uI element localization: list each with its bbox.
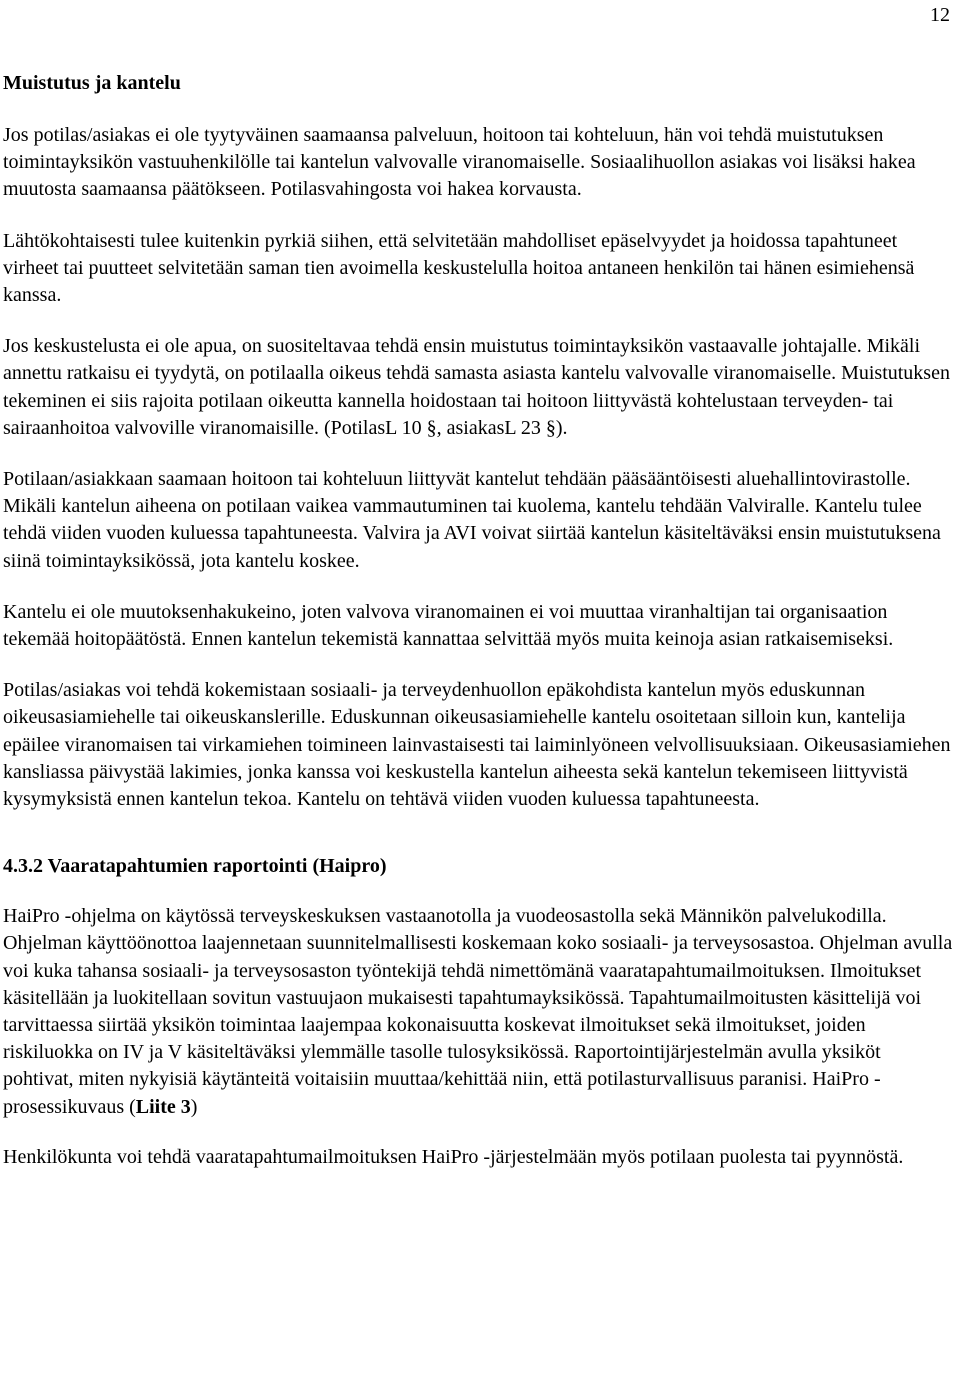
paragraph: Jos keskustelusta ei ole apua, on suositeltavaa tehdä ensin muistutus toimintayksikön vastaavalle johtajalle. Mikäli annettu ratkaisu ei tyydytä, on potilaalla oikeus tehdä samasta asiasta kantelu valvovalle viranomaiselle. Muistutuksen tekeminen ei siis rajoita potilaan oikeutta kannella hoidostaan tai hoitoon liittyvästä kohtelustaan terveyden- tai sairaanhoitoa valvoville viranomaisille. (PotilasL 10 §, asiakasL 23 §). [3, 335, 950, 439]
subsection-title: 4.3.2 Vaaratapahtumien raportointi (Haipro) [3, 855, 387, 878]
paragraph [3, 903, 955, 1121]
page-number: 12 [930, 4, 950, 26]
paragraph: Potilas/asiakas voi tehdä kokemistaan sosiaali- ja terveydenhuollon epäkohdista kantelun myös eduskunnan oikeusasiamiehelle tai oikeuskanslerille. Eduskunnan oikeusasiamiehelle kantelu osoitetaan silloin kun, kantelija epäilee viranomaisen tai virkamiehen toimineen lainvastaisesti tai laiminlyöneen velvollisuuksiaan. Oikeusasiamiehen kansliassa päivystää lakimies, jonka kanssa voi keskustella kantelun aiheesta sekä kantelun tekemiseen liittyvistä kysymyksistä ennen kantelun tekoa. Kantelu on tehtävä viiden vuoden kuluessa tapahtuneesta. [3, 679, 951, 811]
paragraph-text: HaiPro -ohjelma on käytössä terveyskeskuksen vastaanotolla ja vuodeosastolla sekä Männikön palvelukodilla. Ohjelman käyttöönottoa laajennetaan suunnitelmallisesti koskemaan koko sosiaali- ja terveysosastoa. Ohjelman avulla voi kuka tahansa sosiaali- ja terveysosaston työntekijä tehdä nimettömänä vaaratapahtumailmoituksen. Ilmoitukset käsitellään ja luokitellaan sovitun vastuujaon mukaisesti tapahtumayksikössä. Tapahtumailmoitusten käsittelijä voi tarvittaessa siirtää yksikön toimintaa laajempaa kokonaisuutta koskevat ilmoitukset sekä ilmoitukset, joiden riskiluokka on IV ja V käsiteltäväksi ylemmälle tasolle tulosyksikössä. Raportointijärjestelmän avulla yksiköt pohtivat, miten nykyisiä käytänteitä voitaisiin muuttaa/kehittää niin, että potilasturvallisuus paranisi. HaiPro - prosessikuvaus ( [3, 905, 953, 1118]
paragraph: Potilaan/asiakkaan saamaan hoitoon tai kohteluun liittyvät kantelut tehdään pääsääntöisesti aluehallintovirastolle. Mikäli kantelun aiheena on potilaan vaikea vammautuminen tai kuolema, kantelu tehdään Valviralle. Kantelu tulee tehdä viiden vuoden kuluessa tapahtuneesta. Valvira ja AVI voivat siirtää kantelun käsiteltäväksi ensin muistutuksena siinä toimintayksikössä, jota kantelu koskee. [3, 468, 941, 572]
appendix-reference: Liite 3 [135, 1095, 191, 1118]
paragraph-text-end: ) [190, 1095, 198, 1118]
paragraph: Henkilökunta voi tehdä vaaratapahtumailmoituksen HaiPro -järjestelmään myös potilaan puolesta tai pyynnöstä. [3, 1145, 904, 1168]
paragraph: Kantelu ei ole muutoksenhakukeino, joten valvova viranomainen ei voi muuttaa viranhaltijan tai organisaation tekemää hoitopäätöstä. Ennen kantelun tekemistä kannattaa selvittää myös muita keinoja asian ratkaisemiseksi. [3, 600, 894, 651]
paragraph: Lähtökohtaisesti tulee kuitenkin pyrkiä siihen, että selvitetään mahdolliset epäselvyydet ja hoidossa tapahtuneet virheet tai puutteet selvitetään saman tien avoimella keskustelulla hoitoa antaneen henkilön tai hänen esimiehensä kanssa. [3, 229, 915, 307]
section-title: Muistutus ja kantelu [3, 72, 181, 94]
paragraph: Jos potilas/asiakas ei ole tyytyväinen saamaansa palveluun, hoitoon tai kohteluun, hän voi tehdä muistutuksen toimintayksikön vastuuhenkilölle tai kantelun valvovalle viranomaiselle. Sosiaalihuollon asiakas voi lisäksi hakea muutosta saamaansa päätökseen. Potilasvahingosta voi hakea korvausta. [3, 124, 916, 201]
document-body [3, 70, 955, 1195]
